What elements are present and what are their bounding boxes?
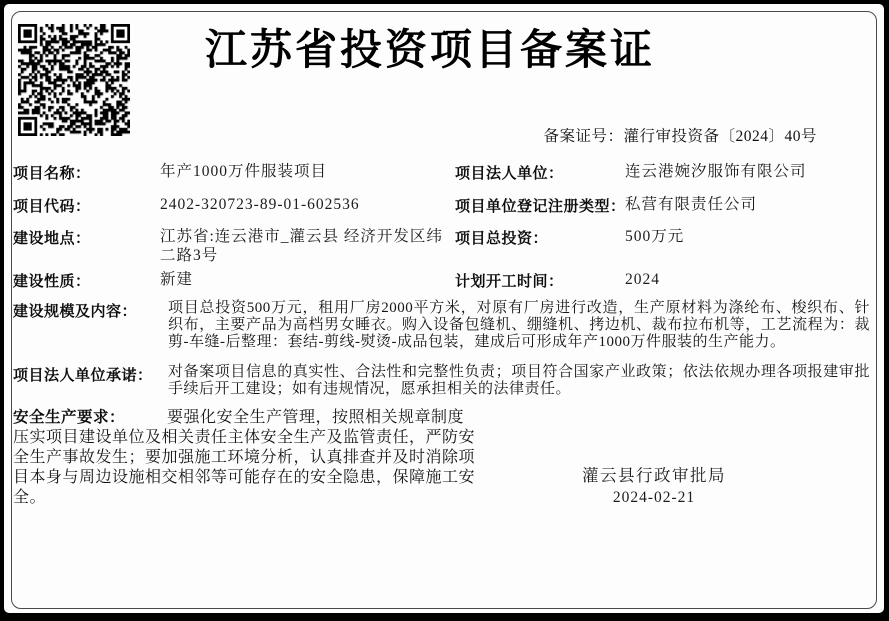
field-build-site-label: 建设地点： [13,230,91,247]
field-total-invest-value: 500万元 [625,228,685,245]
field-legal-entity-label: 项目法人单位： [455,165,564,182]
field-planned-start-value: 2024 [625,271,660,288]
field-legal-entity-value: 连云港婉汐服饰有限公司 [625,163,807,180]
section-commitment-text: 对备案项目信息的真实性、合法性和完整性负责；项目符合国家产业政策；依法依规办理各项报建审批手续后开工建设；如有违规情况，愿承担相关的法律责任。 [168,364,870,397]
cert-number-line [543,124,817,146]
cert-number-label: 备案证号： [543,128,624,145]
field-project-code-value: 2402-320723-89-01-602536 [160,196,360,213]
section-scale-text: 项目总投资500万元，租用厂房2000平方米，对原有厂房进行改造，生产原材料为涤纶布、梭织布、针织布，主要产品为高档男女睡衣。购入设备包缝机、绷缝机、拷边机、裁布拉布机等，工艺流程为：裁剪-车缝-后整理：套结-剪线-熨烫-成品包装，建成后可形成年产1000万件服装的生产能力。 [168,300,870,350]
field-register-type-value: 私营有限责任公司 [625,196,758,213]
certificate-page [4,4,884,613]
section-safety-label: 安全生产要求： [13,409,126,426]
field-build-nature-label: 建设性质： [13,273,91,290]
section-scale-label: 建设规模及内容： [13,303,138,320]
field-project-code-label: 项目代码： [13,198,91,215]
issue-date: 2024-02-21 [612,489,696,506]
field-build-nature-value: 新建 [160,271,194,288]
field-project-name-value: 年产1000万件服装项目 [160,163,328,180]
field-planned-start-label: 计划开工时间： [455,273,564,290]
issuer-block [459,465,849,509]
field-project-name-label: 项目名称： [13,165,91,182]
field-total-invest-label: 项目总投资： [455,230,549,247]
field-register-type-label: 项目单位登记注册类型： [455,198,626,215]
issuing-authority: 灌云县行政审批局 [582,466,726,485]
certificate-title: 江苏省投资项目备案证 [204,28,655,74]
section-safety [13,408,477,508]
field-build-site-value: 江苏省:连云港市_灌云县 经济开发区纬二路3号 [160,228,443,264]
cert-number-value: 灌行审投资备〔2024〕40号 [623,128,817,145]
section-commitment-label: 项目法人单位承诺： [13,367,153,384]
section-safety-text: 要强化安全生产管理，按照相关规章制度压实项目建设单位及相关责任主体安全生产及监管责任，严防安全生产事故发生；要加强施工环境分析，认真排查并及时消除项目本身与周边设施相交相邻等可能存在的安全隐患，保障施工安全。 [13,409,476,506]
